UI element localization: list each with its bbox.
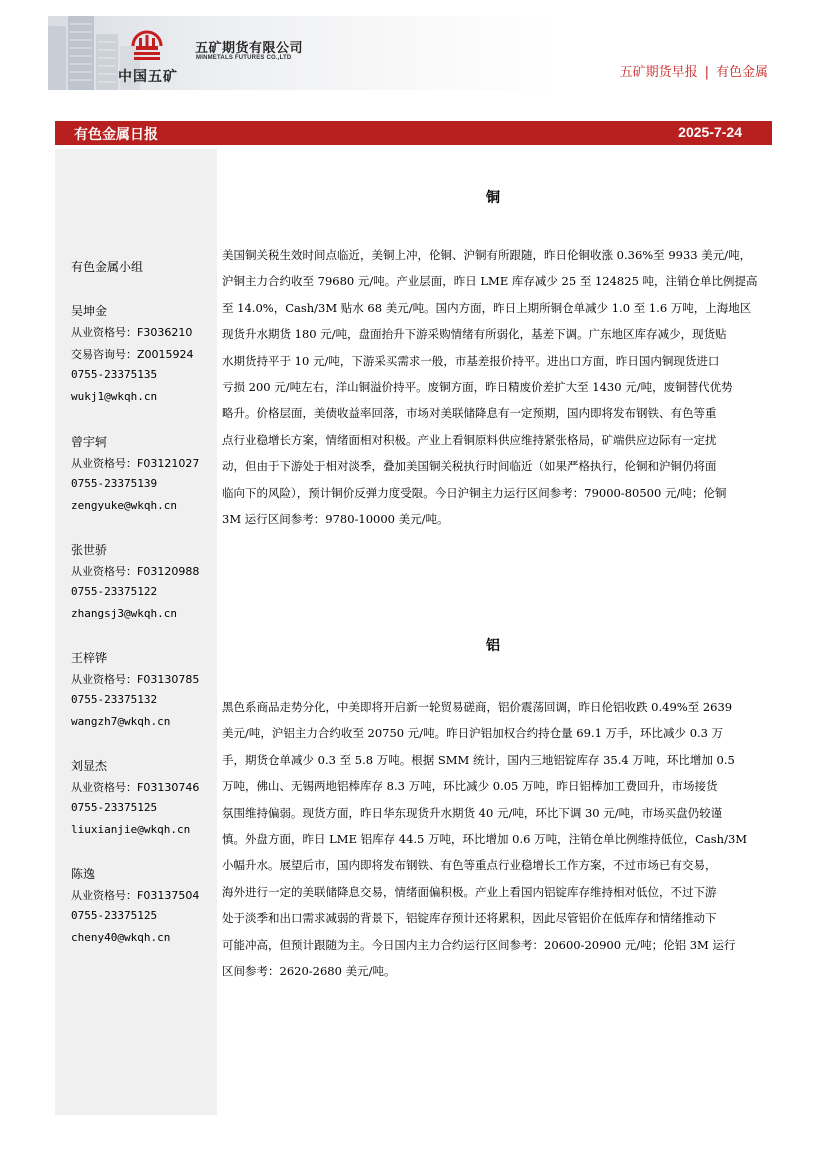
text-line: 水期货持平于 10 元/吨，下游采买需求一般，市基差报价持平。进出口方面，昨日国内铜现货进口 (222, 353, 720, 368)
copper-commentary (222, 242, 770, 532)
contact-consult-number: 交易咨询号：Z0015924 (71, 348, 194, 361)
contact-phone: 0755-23375132 (71, 693, 158, 706)
section-title-aluminium: 铝 (486, 638, 500, 654)
text-line: 慎。外盘方面，昨日 LME 铝库存 44.5 万吨，环比增加 0.6 万吨，注销仓单比例维持低位，Cash/3M (222, 832, 748, 847)
logo-text: 中国五矿 (118, 69, 178, 85)
text-line: 小幅升水。展望后市，国内即将发布钢铁、有色等重点行业稳增长工作方案，不过市场已有交易， (222, 858, 717, 873)
text-line: 可能冲高，但预计跟随为主。今日国内主力合约运行区间参考：20600-20900 元/吨；伦铝 3M 运行 (222, 937, 736, 952)
contact-phone: 0755-23375122 (71, 585, 158, 598)
header-banner (48, 16, 780, 90)
contact-qualification: 从业资格号：F03120988 (71, 565, 200, 578)
header-nav (620, 61, 768, 80)
text-line: 临向下的风险），预计铜价反弹力度受限。今日沪铜主力运行区间参考：79000-80500 元/吨；伦铜 (222, 485, 727, 500)
contact-qualification: 从业资格号：F03121027 (71, 457, 200, 470)
contact-email[interactable]: cheny40@wkqh.cn (71, 931, 171, 944)
text-line: 黑色系商品走势分化，中美即将开启新一轮贸易磋商，铝价震荡回调，昨日伦铝收跌 0.49%至 2639 (222, 700, 733, 714)
contact-phone: 0755-23375135 (71, 368, 158, 381)
contact-name: 曾宇轲 (71, 435, 108, 449)
contact-name: 刘显杰 (71, 759, 108, 773)
text-line: 处于淡季和出口需求减弱的背景下，铝锭库存预计还将累积，因此尽管铝价在低库存和情绪推动下 (222, 911, 717, 926)
contact-email[interactable]: liuxianjie@wkqh.cn (71, 823, 191, 836)
text-line: 3M 运行区间参考：9780-10000 美元/吨。 (222, 512, 449, 527)
text-line: 现货升水期货 180 元/吨，盘面抬升下游采购情绪有所弱化，基差下调。广东地区库存减少，现货贴 (222, 327, 727, 342)
contact-phone: 0755-23375125 (71, 801, 158, 814)
text-line: 点行业稳增长方案，情绪面相对积极。产业上看铜原料供应维持紧张格局，矿端供应边际有一定扰 (222, 432, 717, 447)
contact-phone: 0755-23375139 (71, 477, 158, 490)
contact-email[interactable]: zhangsj3@wkqh.cn (71, 607, 177, 620)
text-line: 区间参考：2620-2680 美元/吨。 (222, 964, 396, 979)
text-line: 美国铜关税生效时间点临近，美铜上冲，伦铜、沪铜有所跟随，昨日伦铜收涨 0.36%至 9933 美元/吨， (222, 248, 752, 262)
contact-name: 吴坤金 (71, 304, 108, 318)
text-line: 略升。价格层面，美债收益率回落，市场对美联储降息有一定预期，国内即将发布钢铁、有色等重 (222, 406, 717, 421)
contact-name: 张世骄 (71, 543, 108, 557)
contact-qualification: 从业资格号：F3036210 (71, 326, 193, 339)
report-title-bar (55, 121, 772, 145)
contact-email[interactable]: zengyuke@wkqh.cn (71, 499, 177, 512)
text-line: 至 14.0%，Cash/3M 贴水 68 美元/吨。国内方面，昨日上期所铜仓单减少 1.0 至 1.6 万吨，上海地区 (222, 300, 752, 315)
analyst-sidebar (55, 149, 217, 1115)
contact-phone: 0755-23375125 (71, 909, 158, 922)
text-line: 海外进行一定的美联储降息交易，情绪面偏积极。产业上看国内铝锭库存维持相对低位，不过下游 (222, 884, 717, 899)
nav-separator: | (704, 65, 709, 80)
section-title-copper: 铜 (486, 190, 500, 206)
contact-email[interactable]: wukj1@wkqh.cn (71, 390, 158, 403)
contact-name: 王梓铧 (71, 651, 108, 665)
text-line: 亏损 200 元/吨左右，洋山铜溢价持平。废铜方面，昨日精废价差扩大至 1430 元/吨，废铜替代优势 (222, 380, 733, 395)
contact-qualification: 从业资格号：F03130785 (71, 673, 200, 686)
company-name: 五矿期货有限公司 (195, 41, 304, 56)
text-line: 动，但由于下游处于相对淡季，叠加美国铜关税执行时间临近（如果严格执行，伦铜和沪铜仍将面 (222, 459, 717, 474)
contact-email[interactable]: wangzh7@wkqh.cn (71, 715, 171, 728)
report-title: 有色金属日报 (74, 127, 158, 143)
contact-qualification: 从业资格号：F03130746 (71, 781, 200, 794)
company-logo (112, 26, 182, 84)
minmetals-emblem-icon (130, 26, 164, 62)
report-date: 2025-7-24 (678, 124, 742, 140)
aluminium-commentary (222, 694, 770, 984)
nav-category[interactable]: 有色金属 (715, 65, 768, 80)
contact-qualification: 从业资格号：F03137504 (71, 889, 200, 902)
text-line: 沪铜主力合约收至 79680 元/吨。产业层面，昨日 LME 库存减少 25 至 124825 吨，注销仓单比例提高 (222, 274, 758, 289)
company-name-en: MINMETALS FUTURES CO.,LTD (196, 55, 292, 61)
text-line: 氛围维持偏弱。现货方面，昨日华东现货升水期货 40 元/吨，环比下调 30 元/吨，市场买盘仍较谨 (222, 805, 723, 820)
group-name: 有色金属小组 (71, 260, 144, 274)
text-line: 美元/吨，沪铝主力合约收至 20750 元/吨。昨日沪铝加权合约持仓量 69.1 万手，环比减少 0.3 万 (222, 726, 724, 741)
nav-report-type[interactable]: 五矿期货早报 (619, 65, 698, 80)
text-line: 手，期货仓单减少 0.3 至 5.8 万吨。根据 SMM 统计，国内三地铝锭库存 35.4 万吨，环比增加 0.5 (222, 752, 735, 767)
contact-name: 陈逸 (71, 867, 96, 881)
text-line: 万吨，佛山、无锡两地铝棒库存 8.3 万吨，环比减少 0.05 万吨，昨日铝棒加工费回升，市场接货 (222, 779, 718, 794)
